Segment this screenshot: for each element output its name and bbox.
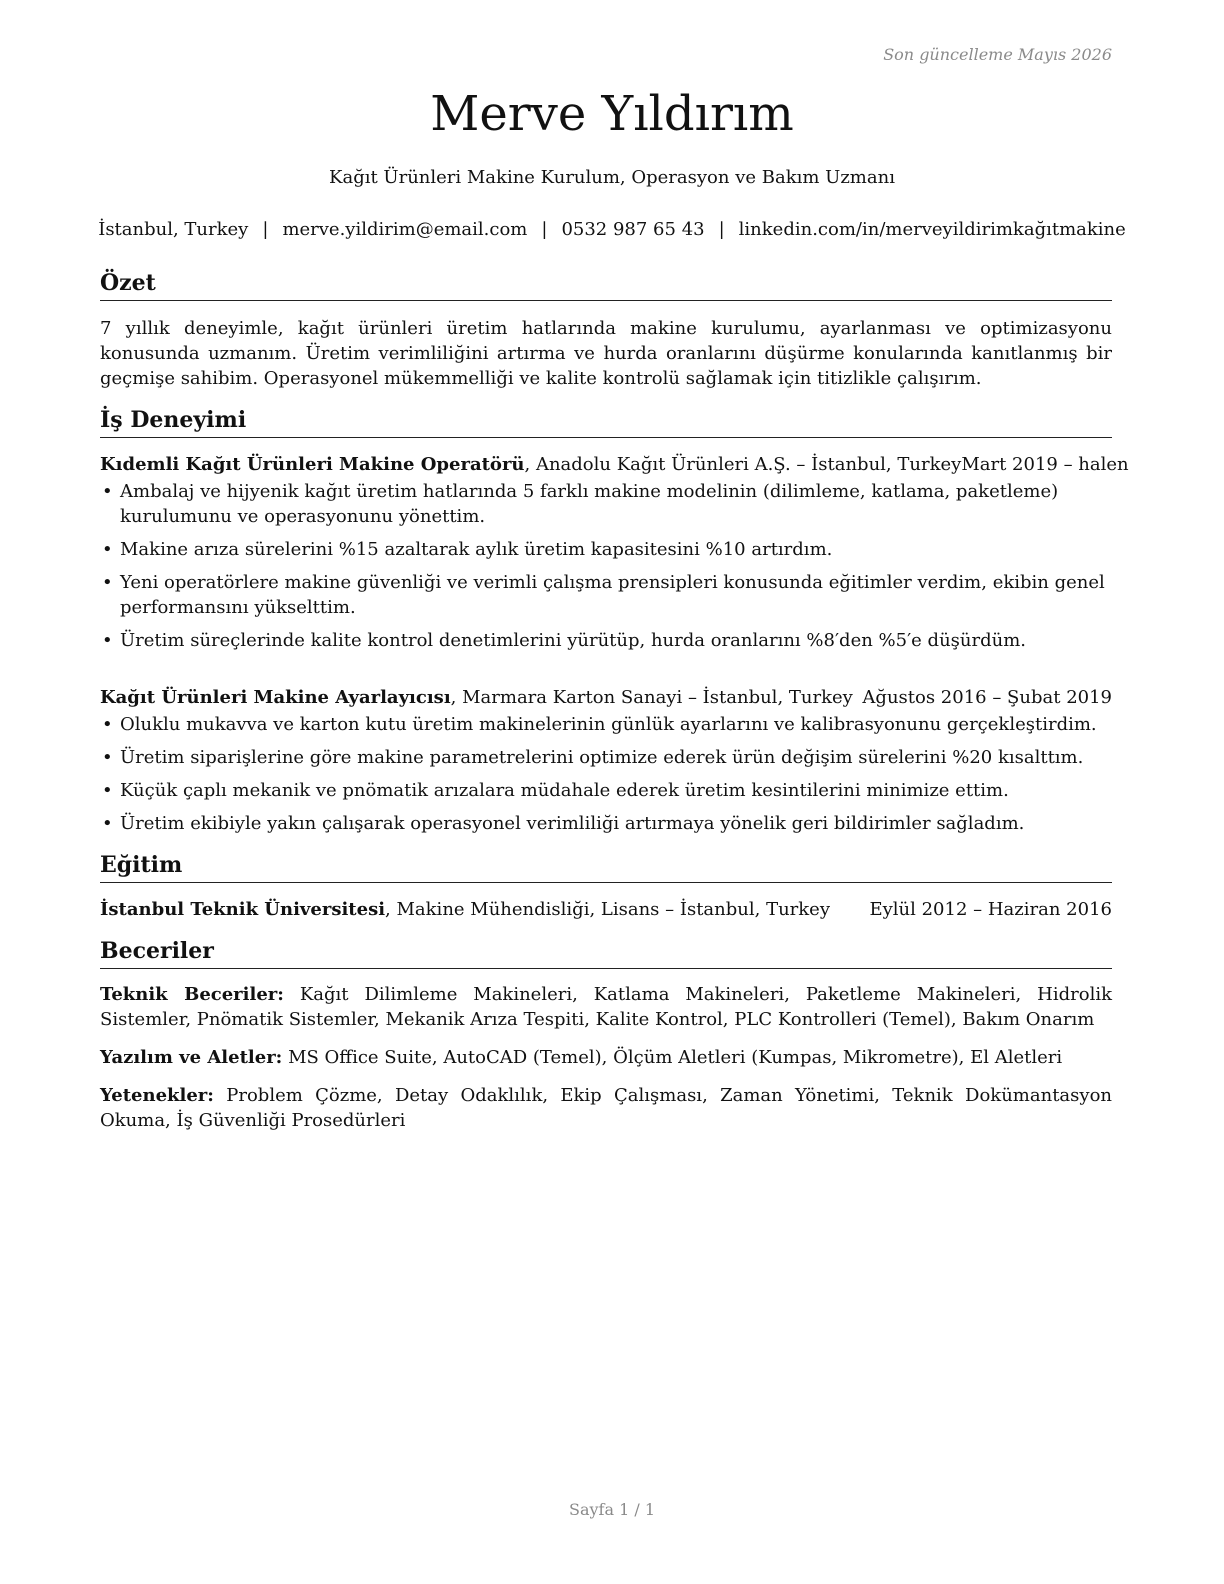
skill-label: Teknik Beceriler: — [100, 984, 284, 1005]
job-org: , Anadolu Kağıt Ürünleri A.Ş. – İstanbul, Turkey — [524, 454, 962, 475]
contact-separator: | — [718, 219, 725, 240]
job-bullet-list — [100, 479, 1112, 653]
job-title-line — [100, 685, 853, 710]
job-bullet: • Yeni operatörlere makine güvenliği ve verimli çalışma prensipleri konusunda eğitimler verdim, ekibin genel performansını yükselttim. — [100, 570, 1112, 620]
job-dates: Ağustos 2016 – Şubat 2019 — [862, 687, 1112, 708]
job-bullet: • Ambalaj ve hijyenik kağıt üretim hatlarında 5 farklı makine modelinin (dilimleme, katlama, paketleme) kurulumunu ve operasyonunu yönettim. — [100, 479, 1112, 529]
candidate-name: Merve Yıldırım — [430, 86, 794, 142]
job-bullet: • Oluklu mukavva ve karton kutu üretim makinelerinin günlük ayarlarını ve kalibrasyonunu gerçekleştirdim. — [100, 712, 1112, 737]
job-header — [100, 452, 1129, 477]
job-org: , Marmara Karton Sanayi – İstanbul, Turkey — [450, 687, 853, 708]
education-entry — [100, 897, 1112, 922]
job-role: Kıdemli Kağıt Ürünleri Makine Operatörü — [100, 454, 525, 475]
section-title-summary: Özet — [100, 268, 1112, 301]
contact-separator: | — [262, 219, 269, 240]
job-bullet: • Üretim siparişlerine göre makine parametrelerini optimize ederek ürün değişim sürelerini %20 kısalttım. — [100, 745, 1112, 770]
job-bullet: • Üretim süreçlerinde kalite kontrol denetimlerini yürütüp, hurda oranlarını %8′den %5′e düşürdüm. — [100, 628, 1112, 653]
contact-phone: 0532 987 65 43 — [561, 219, 705, 240]
contact-separator: | — [541, 219, 548, 240]
summary-text: 7 yıllık deneyimle, kağıt ürünleri üretim hatlarında makine kurulumu, ayarlanması ve optimizasyonu konusunda uzmanım. Üretim verimliliğini artırma ve hurda oranlarını düşürme konularında kanıtlanmış bir geçmişe sahibim. Operasyonel mükemmelliği ve kalite kontrolü sağlamak için titizlikle çalışırım. — [100, 318, 1112, 389]
experience-section — [100, 405, 1129, 836]
job-bullet: • Küçük çaplı mekanik ve pnömatik arızalara müdahale ederek üretim kesintilerini minimize ettim. — [100, 778, 1112, 803]
page-footer: Sayfa 1 / 1 — [568, 1500, 655, 1519]
skill-values: MS Office Suite, AutoCAD (Temel), Ölçüm Aletleri (Kumpas, Mikrometre), El Aletleri — [282, 1047, 1063, 1068]
resume-content — [100, 268, 1129, 1147]
education-section — [100, 850, 1112, 922]
education-dates: Eylül 2012 – Haziran 2016 — [869, 899, 1112, 920]
job-bullet: • Makine arıza sürelerini %15 azaltarak aylık üretim kapasitesini %10 artırdım. — [100, 537, 1112, 562]
skill-values: Kağıt Dilimleme Makineleri, Katlama Makineleri, Paketleme Makineleri, Hidrolik Sistemler, Pnömatik Sistemler, Mekanik Arıza Tespiti, Kalite Kontrol, PLC Kontrolleri (Temel), Bakım Onarım — [100, 984, 1113, 1030]
summary-section — [100, 268, 1112, 391]
education-detail: , Makine Mühendisliği, Lisans – İstanbul, Turkey — [385, 899, 831, 920]
skill-label: Yazılım ve Aletler: — [100, 1047, 283, 1068]
job-role: Kağıt Ürünleri Makine Ayarlayıcısı — [100, 687, 451, 708]
last-updated-note: Son güncelleme Mayıs 2026 — [883, 45, 1112, 64]
skill-line-software — [100, 1045, 1112, 1070]
contact-location: İstanbul, Turkey — [98, 219, 249, 240]
education-school: İstanbul Teknik Üniversitesi — [100, 899, 386, 920]
skills-section — [100, 936, 1112, 1133]
contact-linkedin-link[interactable]: linkedin.com/in/merveyildirimkağıtmakine — [738, 219, 1126, 240]
contact-email-link[interactable]: merve.yildirim@email.com — [282, 219, 528, 240]
job-dates: Mart 2019 – halen — [961, 454, 1129, 475]
skill-line-technical — [100, 982, 1112, 1032]
job-title-line — [100, 452, 961, 477]
job-header — [100, 685, 1112, 710]
skill-values: Problem Çözme, Detay Odaklılık, Ekip Çalışması, Zaman Yönetimi, Teknik Dokümantasyon Okuma, İş Güvenliği Prosedürleri — [100, 1085, 1112, 1131]
contact-line — [0, 219, 1224, 240]
section-title-education: Eğitim — [100, 850, 1112, 883]
job-bullet-list — [100, 712, 1112, 836]
section-title-experience: İş Deneyimi — [100, 405, 1112, 438]
skill-line-abilities — [100, 1083, 1112, 1133]
section-title-skills: Beceriler — [100, 936, 1112, 969]
education-title-line — [100, 897, 830, 922]
skill-label: Yetenekler: — [100, 1085, 214, 1106]
candidate-headline: Kağıt Ürünleri Makine Kurulum, Operasyon ve Bakım Uzmanı — [329, 167, 895, 188]
job-bullet: • Üretim ekibiyle yakın çalışarak operasyonel verimliliği artırmaya yönelik geri bildirimler sağladım. — [100, 811, 1112, 836]
